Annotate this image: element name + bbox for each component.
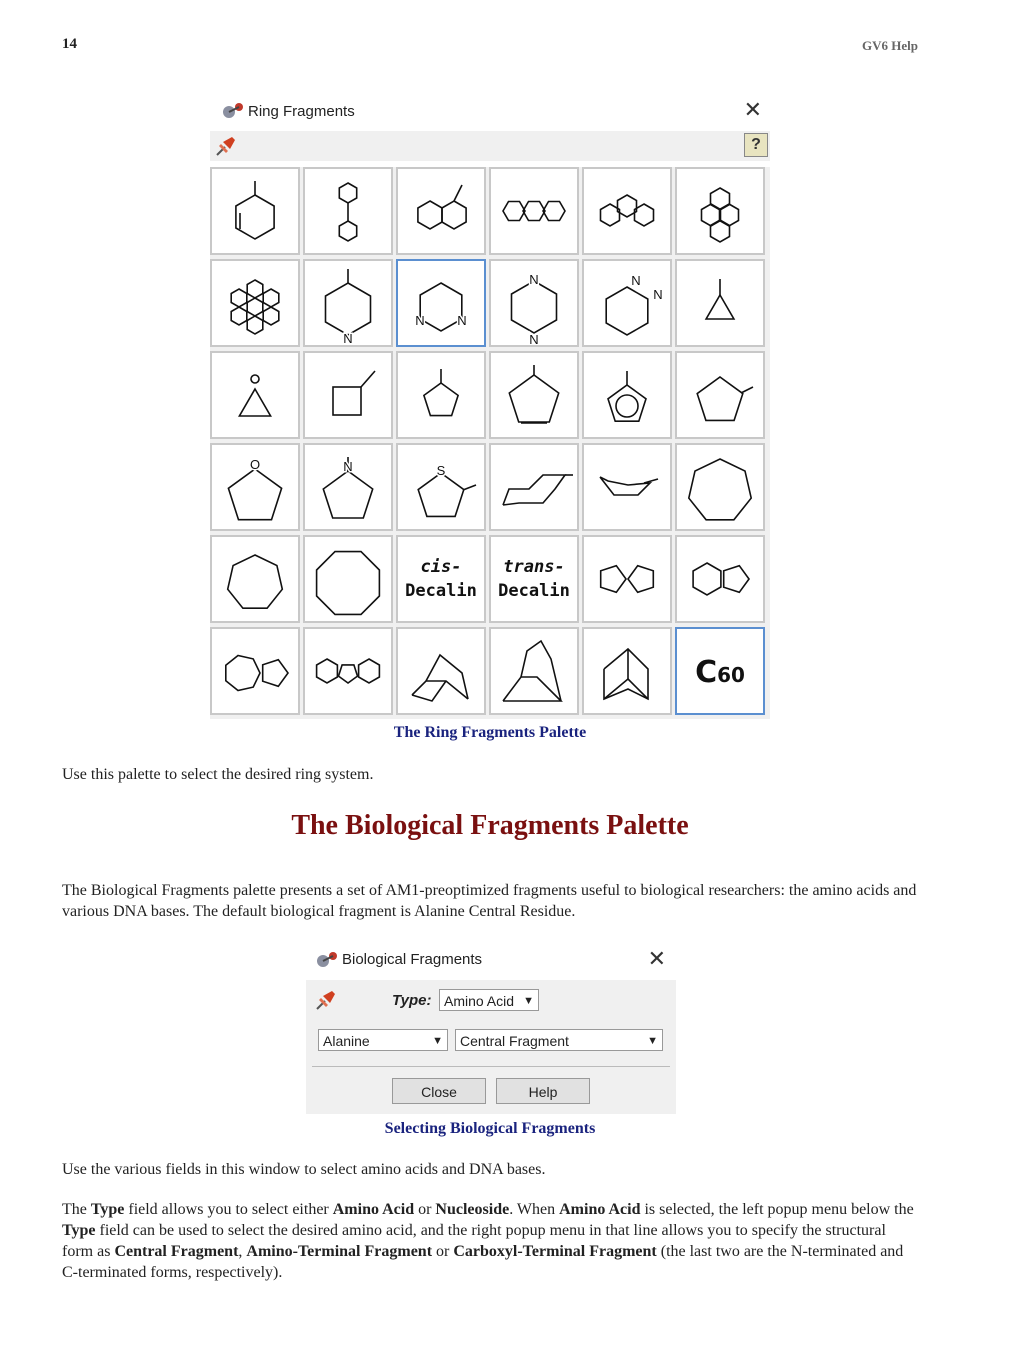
ring-structure-icon bbox=[584, 629, 670, 713]
biological-fragments-window bbox=[306, 942, 676, 1114]
ring-structure-icon bbox=[491, 353, 577, 437]
ring-cell-bicyclooctane[interactable] bbox=[489, 627, 579, 715]
ring-structure-icon bbox=[398, 261, 484, 345]
residue-select-value: Alanine bbox=[323, 1033, 370, 1049]
paragraph: The Biological Fragments palette presents a set of AM1-preoptimized fragments useful to biological researchers: the amino acids and various DNA bases. The default biological fragment is Alanine Central Residue. bbox=[62, 882, 917, 920]
ring-structure-icon bbox=[584, 169, 670, 253]
ring-cell-cis-decalin[interactable] bbox=[396, 535, 486, 623]
ring-cell-indene[interactable] bbox=[675, 535, 765, 623]
app-logo-icon bbox=[220, 101, 244, 121]
ring-cell-fluorene[interactable] bbox=[303, 627, 393, 715]
ring-cell-cyclohexane-boat[interactable] bbox=[582, 443, 672, 531]
app-logo-icon bbox=[314, 950, 338, 970]
atom-label: S bbox=[436, 463, 446, 478]
paragraph: Use the various fields in this window to select amino acids and DNA bases. bbox=[62, 1161, 546, 1178]
ring-structure-icon bbox=[584, 261, 670, 345]
section-title: The Biological Fragments Palette bbox=[291, 810, 689, 841]
cell-label: cis- bbox=[420, 557, 462, 577]
ring-structure-icon bbox=[491, 169, 577, 253]
chevron-down-icon: ▼ bbox=[432, 1035, 443, 1047]
ring-cell-tetrahydrofuran[interactable] bbox=[210, 443, 300, 531]
ring-structure-icon bbox=[212, 537, 298, 621]
chevron-down-icon: ▼ bbox=[523, 995, 534, 1007]
ring-cell-pyrazine[interactable] bbox=[489, 259, 579, 347]
ring-structure-icon bbox=[677, 261, 763, 345]
ring-structure-icon bbox=[677, 537, 763, 621]
close-icon[interactable]: ✕ bbox=[743, 97, 762, 122]
ring-caption: The Ring Fragments Palette bbox=[393, 724, 587, 741]
form-select[interactable] bbox=[455, 1029, 663, 1051]
ring-structure-icon bbox=[398, 445, 484, 529]
ring-cell-azulene[interactable] bbox=[210, 627, 300, 715]
chevron-down-icon: ▼ bbox=[647, 1035, 658, 1047]
ring-cell-pyridazine[interactable] bbox=[582, 259, 672, 347]
ring-cell-cyclopentadienyl[interactable] bbox=[582, 351, 672, 439]
ring-cell-coronene[interactable] bbox=[210, 259, 300, 347]
ring-structure-icon bbox=[305, 353, 391, 437]
ring-cell-pentalene[interactable] bbox=[582, 535, 672, 623]
atom-label: N bbox=[653, 287, 663, 302]
bio-caption: Selecting Biological Fragments bbox=[384, 1120, 596, 1137]
ring-cell-methylnaphthalene[interactable] bbox=[396, 167, 486, 255]
ring-cell-phenanthrene[interactable] bbox=[582, 167, 672, 255]
ring-cell-norbornane[interactable] bbox=[396, 627, 486, 715]
help-icon[interactable]: ? bbox=[744, 133, 768, 157]
ring-cell-furan[interactable] bbox=[675, 351, 765, 439]
ring-cell-anthracene[interactable] bbox=[489, 167, 579, 255]
ring-structure-icon bbox=[398, 169, 484, 253]
type-select-value: Amino Acid bbox=[444, 993, 515, 1009]
cell-label: trans- bbox=[503, 557, 565, 577]
window-title: Ring Fragments bbox=[248, 103, 355, 120]
atom-label: N bbox=[529, 332, 539, 345]
ring-cell-c60[interactable] bbox=[675, 627, 765, 715]
ring-cell-pyridine[interactable] bbox=[303, 259, 393, 347]
atom-label: N bbox=[631, 273, 641, 288]
ring-structure-icon bbox=[305, 537, 391, 621]
ring-structure-icon bbox=[584, 445, 670, 529]
pin-icon[interactable] bbox=[314, 988, 338, 1012]
ring-cell-cyclohexane-chair[interactable] bbox=[489, 443, 579, 531]
ring-cell-cyclopentene[interactable] bbox=[489, 351, 579, 439]
paragraph: The Type field allows you to select either Amino Acid or Nucleoside. When Amino Acid is selected, the left popup menu below the Type field can be used to select the desired amino acid, and the right popup menu in that line allows you to specify the structural form as Central Fragment, Amino-Terminal Fragment or Carboxyl-Terminal Fragment (the last two are the N-terminated and C-terminated forms, respectively). bbox=[62, 1201, 914, 1281]
help-button[interactable]: Help bbox=[496, 1078, 590, 1104]
ring-fragments-window bbox=[210, 95, 770, 719]
ring-structure-icon bbox=[305, 445, 391, 529]
cell-label: Decalin bbox=[405, 581, 477, 601]
ring-cell-cycloheptatriene[interactable] bbox=[210, 535, 300, 623]
close-button[interactable]: Close bbox=[392, 1078, 486, 1104]
ring-structure-icon bbox=[398, 353, 484, 437]
atom-label: N bbox=[457, 313, 467, 328]
atom-label: N bbox=[415, 313, 425, 328]
paragraph: Use this palette to select the desired ring system. bbox=[62, 766, 374, 783]
ring-structure-icon bbox=[584, 537, 670, 621]
form-select-value: Central Fragment bbox=[460, 1033, 569, 1049]
ring-cell-cyclopropane[interactable] bbox=[675, 259, 765, 347]
ring-structure-icon bbox=[398, 629, 484, 713]
ring-cell-pyrene[interactable] bbox=[675, 167, 765, 255]
ring-structure-icon bbox=[491, 445, 577, 529]
ring-cell-methylbenzene[interactable] bbox=[210, 167, 300, 255]
ring-cell-adamantane[interactable] bbox=[582, 627, 672, 715]
ring-cell-biphenyl[interactable] bbox=[303, 167, 393, 255]
ring-structure-icon bbox=[212, 445, 298, 529]
type-select[interactable] bbox=[439, 989, 539, 1011]
residue-select[interactable] bbox=[318, 1029, 448, 1051]
ring-structure-icon bbox=[212, 629, 298, 713]
ring-structure-icon bbox=[584, 353, 670, 437]
ring-structure-icon bbox=[491, 629, 577, 713]
ring-cell-oxirane[interactable] bbox=[210, 351, 300, 439]
type-label: Type: bbox=[392, 992, 432, 1009]
running-header: GV6 Help bbox=[862, 38, 918, 53]
window-title: Biological Fragments bbox=[342, 951, 483, 968]
ring-cell-trans-decalin[interactable] bbox=[489, 535, 579, 623]
ring-cell-cyclobutane[interactable] bbox=[303, 351, 393, 439]
atom-label: N bbox=[343, 331, 353, 345]
atom-label: N bbox=[529, 272, 539, 287]
ring-cell-pyrrole[interactable] bbox=[303, 443, 393, 531]
ring-structure-icon bbox=[305, 169, 391, 253]
ring-cell-cyclopentane[interactable] bbox=[396, 351, 486, 439]
ring-structure-icon bbox=[677, 445, 763, 529]
ring-structure-icon bbox=[491, 261, 577, 345]
ring-cell-cyclooctane[interactable] bbox=[303, 535, 393, 623]
atom-label: N bbox=[343, 459, 353, 474]
ring-fragment-grid bbox=[210, 167, 770, 719]
ring-structure-icon bbox=[212, 353, 298, 437]
cell-label: Decalin bbox=[498, 581, 570, 601]
ring-cell-thiophene[interactable] bbox=[396, 443, 486, 531]
ring-structure-icon bbox=[677, 169, 763, 253]
atom-label: O bbox=[249, 457, 261, 472]
page-number: 14 bbox=[62, 36, 77, 52]
ring-cell-cycloheptane[interactable] bbox=[675, 443, 765, 531]
pin-icon[interactable] bbox=[214, 134, 238, 158]
divider bbox=[312, 1066, 670, 1067]
ring-structure-icon bbox=[305, 261, 391, 345]
ring-structure-icon bbox=[305, 629, 391, 713]
toolbar bbox=[210, 131, 770, 161]
window-body bbox=[306, 980, 676, 1114]
ring-cell-pyrimidine[interactable] bbox=[396, 259, 486, 347]
ring-structure-icon bbox=[212, 261, 298, 345]
ring-structure-icon bbox=[212, 169, 298, 253]
close-icon[interactable]: ✕ bbox=[647, 946, 666, 971]
c60-label: C60 bbox=[695, 655, 745, 690]
ring-structure-icon bbox=[677, 353, 763, 437]
